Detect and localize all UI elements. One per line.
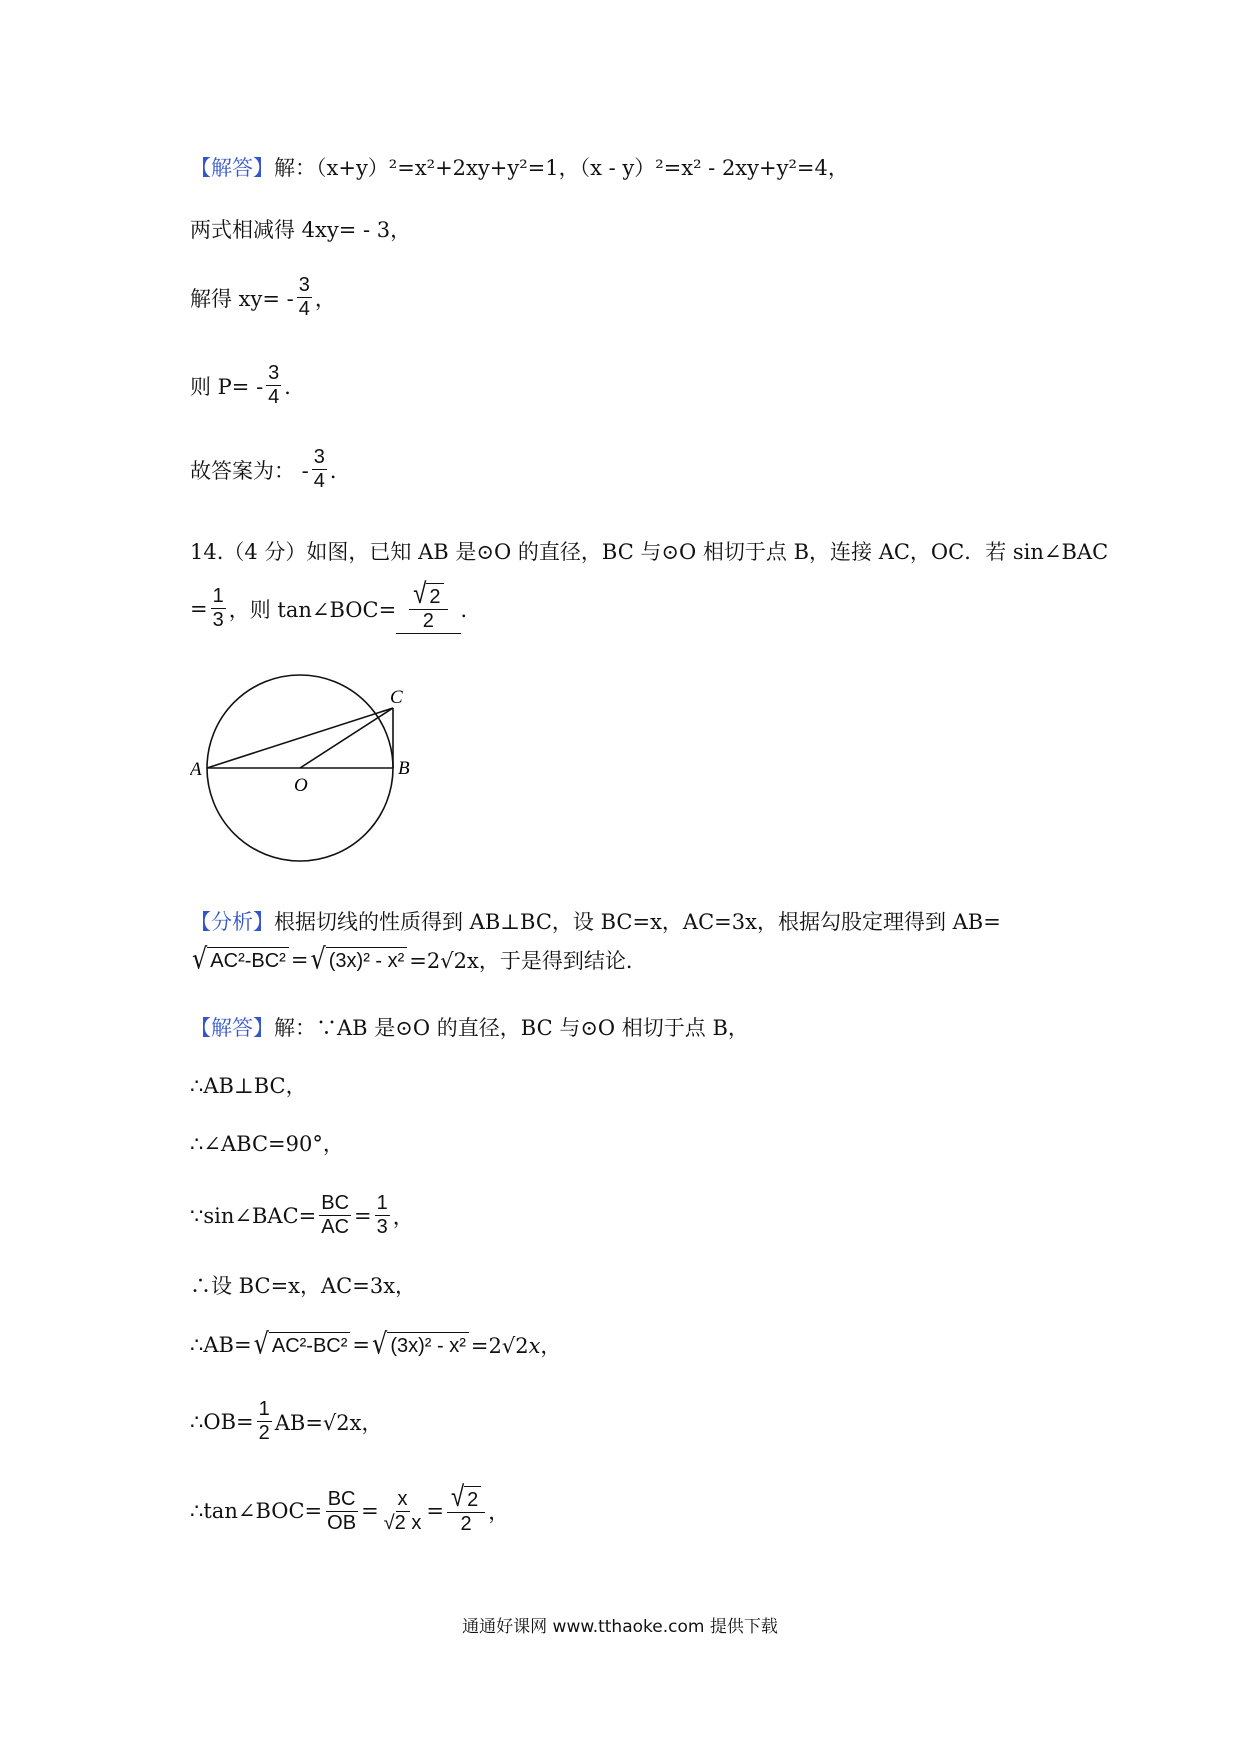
answer-tag: 【解答】 [190, 156, 274, 180]
fraction [409, 578, 447, 633]
fraction [319, 1192, 351, 1239]
fraction [382, 1488, 424, 1535]
equation-text: 两式相减得 4xy= - 3， [190, 218, 412, 242]
numerator: BC [327, 1487, 356, 1510]
sqrt: √ (3x)² - x² [310, 947, 407, 973]
sol-line-1 [190, 1012, 749, 1042]
equation-text: 解得 xy= - [190, 286, 294, 311]
solution-line-5: 故答案为： - $\frac{3}{4}$ ． [190, 446, 351, 492]
fraction [297, 274, 312, 321]
numerator: 3 [298, 274, 310, 296]
denominator: 4 [298, 298, 310, 320]
sol-line-4: ∵sin∠BAC= $\frac{BC}{AC}$ = $\frac{1}{3}$ ， [190, 1192, 414, 1238]
solution-line-4: 则 P= - $\frac{3}{4}$ ． [190, 362, 306, 408]
circle-tangent-figure [190, 668, 450, 868]
solution-line-2 [190, 214, 411, 244]
sol-line-3 [190, 1128, 344, 1158]
sqrt: √ AC²-BC² [192, 947, 289, 973]
sqrt: √ AC²-BC² [254, 1332, 351, 1358]
label-a: A [190, 759, 202, 780]
question-text: 14.（4 分）如图，已知 AB 是⊙O 的直径，BC 与⊙O 相切于点 B，连接 AC，OC．若 sin∠BAC [190, 540, 1109, 564]
sqrt: √ 2 [413, 583, 443, 609]
analysis-tag: 【分析】 [190, 910, 274, 934]
solution-text: ∴设 BC=x，AC=3x， [190, 1274, 417, 1298]
solution-text: ∵sin∠BAC= [190, 1203, 317, 1228]
denominator: OB [327, 1511, 357, 1534]
denominator: √2 x [383, 1511, 422, 1534]
denominator: 4 [268, 386, 280, 408]
denominator: 4 [313, 470, 325, 492]
fraction [266, 362, 281, 409]
sol-line-5 [190, 1270, 416, 1300]
solution-text: ∴tan∠BOC= [190, 1499, 323, 1523]
fraction [447, 1481, 485, 1536]
denominator: 2 [422, 610, 434, 632]
question-14-line-2: = $\frac{1}{3}$ ，则 tan∠BOC= √ 2 2 ． [190, 578, 482, 632]
denominator: 2 [258, 1422, 270, 1444]
numerator: 1 [212, 585, 224, 607]
numerator: BC [321, 1192, 350, 1214]
fraction [257, 1398, 272, 1445]
sol-line-7 [190, 1398, 383, 1445]
analysis-text: =2√2x，于是得到结论． [409, 949, 647, 973]
segment-oc [300, 708, 393, 768]
segment-ac [207, 708, 393, 768]
solution-text: AB=√2x， [274, 1410, 383, 1435]
fraction [375, 1192, 390, 1239]
denominator: 2 [460, 1513, 472, 1535]
answer-blank [396, 578, 460, 634]
numerator [447, 1481, 485, 1514]
numerator: 3 [268, 362, 280, 384]
sol-line-6: ∴AB= √ AC²-BC² = √ (3x)² - x² =2√2x， [190, 1327, 562, 1361]
sqrt: √ 2 [451, 1486, 481, 1512]
denominator: 3 [376, 1216, 388, 1238]
solution-text: ∴AB= [190, 1333, 252, 1357]
equation-text: = [190, 596, 208, 621]
analysis-text: 根据切线的性质得到 AB⊥BC，设 BC=x，AC=3x，根据勾股定理得到 AB= [274, 910, 1001, 934]
label-c: C [390, 687, 403, 708]
numerator [409, 578, 447, 611]
fraction [325, 1488, 358, 1535]
sqrt: √ (3x)² - x² [372, 1332, 469, 1358]
denominator: 3 [212, 609, 224, 631]
page-footer: 通通好课网 www.tthaoke.com 提供下载 [462, 1617, 778, 1637]
solution-text: ∴OB= [190, 1409, 254, 1434]
numerator: x [397, 1487, 408, 1510]
analysis-line-2: √ AC²-BC² = √ (3x)² - x² =2√2x，于是得到结论． [192, 942, 647, 976]
solution-text: ∴∠ABC=90°， [190, 1132, 344, 1156]
numerator: 3 [313, 446, 325, 468]
sol-line-2 [190, 1070, 307, 1100]
equation-text: 解：（x+y）²=x²+2xy+y²=1，（x - y）²=x² - 2xy+y²=4， [274, 156, 849, 180]
label-b: B [398, 758, 410, 779]
equation-text: 则 P= - [190, 374, 264, 399]
sol-line-8: ∴tan∠BOC= $\frac{BC}{OB}$ = $\frac{x}{√2 x}$ = √ 2 2 ， [190, 1481, 510, 1535]
answer-tag: 【解答】 [190, 1016, 274, 1040]
numerator: 1 [258, 1398, 270, 1420]
solution-text: ∴AB⊥BC， [190, 1074, 307, 1098]
fraction [211, 585, 226, 632]
fraction [312, 446, 327, 493]
question-text: ，则 tan∠BOC= [228, 597, 397, 622]
equation-text: 故答案为： - [190, 458, 309, 483]
denominator: AC [321, 1216, 350, 1238]
solution-line-1 [190, 152, 849, 182]
solution-text: 解：∵AB 是⊙O 的直径，BC 与⊙O 相切于点 B， [274, 1016, 749, 1040]
analysis-line-1 [190, 906, 1001, 936]
question-14-line-1 [190, 536, 1108, 566]
numerator: 1 [376, 1192, 388, 1214]
label-o: O [294, 775, 308, 796]
solution-line-3: 解得 xy= - $\frac{3}{4}$ ， [190, 274, 336, 320]
